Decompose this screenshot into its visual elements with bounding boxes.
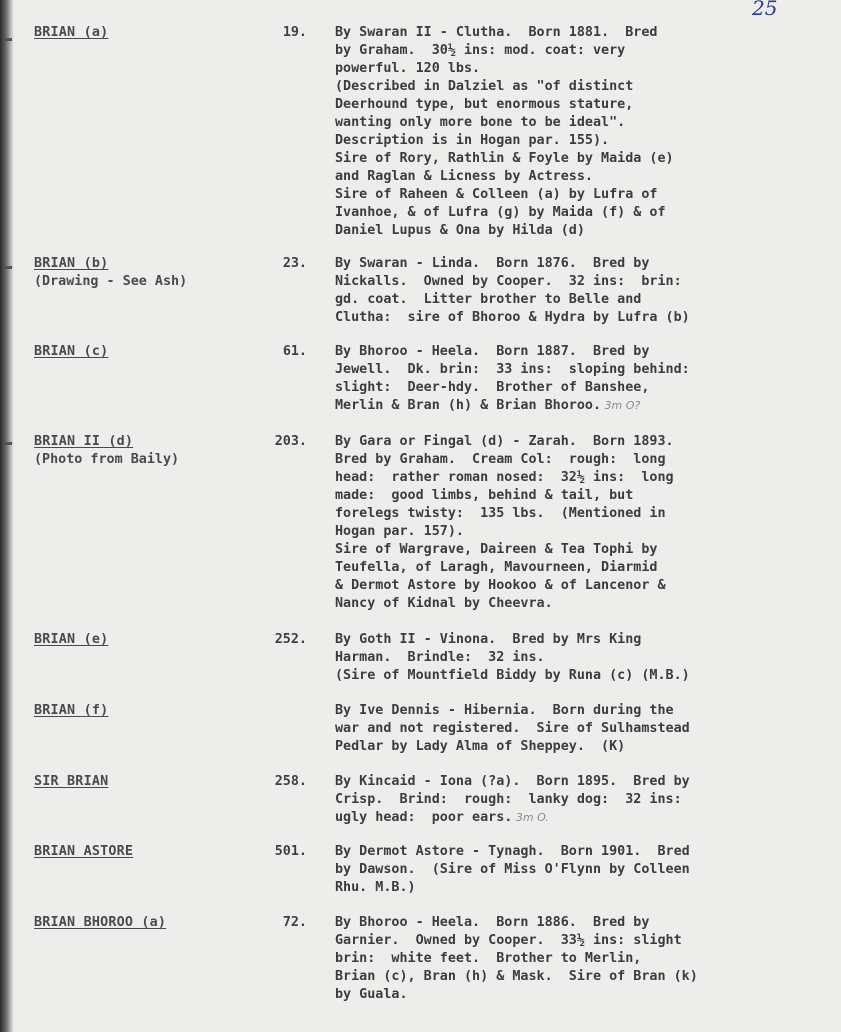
description-line: By Ive Dennis - Hibernia. Born during the (335, 703, 674, 718)
description-line: gd. coat. Litter brother to Belle and (335, 292, 642, 307)
registry-number: 19. (282, 25, 307, 40)
dog-name: BRIAN (f) (34, 703, 109, 718)
description-line: brin: white feet. Brother to Merlin, (335, 951, 642, 966)
registry-number: 23. (282, 256, 307, 271)
description-line: Ivanhoe, & of Lufra (g) by Maida (f) & of (335, 205, 666, 220)
entry-description (335, 773, 805, 827)
entry-name-column (34, 24, 264, 42)
binding-mark (4, 266, 12, 269)
dog-name: BRIAN (b) (34, 256, 109, 271)
description-line: Sire of Wargrave, Daireen & Tea Tophi by (335, 542, 658, 557)
dog-name: BRIAN (c) (34, 344, 109, 359)
registry-number: 61. (282, 344, 307, 359)
description-line: slight: Deer-hdy. Brother of Banshee, (335, 380, 650, 395)
description-line: Pedlar by Lady Alma of Sheppey. (K) (335, 739, 626, 754)
entry-description (335, 914, 805, 1004)
dog-name: BRIAN II (d) (34, 434, 134, 449)
entry-name-column (34, 914, 264, 932)
registry-number: 258. (274, 774, 307, 789)
description-line: Sire of Raheen & Colleen (a) by Lufra of (335, 187, 658, 202)
dog-name: BRIAN ASTORE (34, 844, 134, 859)
description-line: By Goth II - Vinona. Bred by Mrs King (335, 632, 642, 647)
description-line: head: rather roman nosed: 32½ ins: long (335, 470, 674, 485)
entry-name-column (34, 702, 264, 720)
description-line: Teufella, of Laragh, Mavourneen, Diarmid (335, 560, 658, 575)
description-line: (Described in Dalziel as "of distinct (335, 79, 634, 94)
description-line: wanting only more bone to be ideal". (335, 115, 626, 130)
entry-name-column (34, 773, 264, 791)
description-line: Nancy of Kidnal by Cheevra. (335, 596, 553, 611)
entry-description (335, 24, 805, 240)
entry-name-column (34, 255, 264, 291)
description-line: By Swaran II - Clutha. Born 1881. Bred (335, 25, 658, 40)
binding-mark (4, 442, 12, 445)
entry-name-column (34, 631, 264, 649)
description-line: & Dermot Astore by Hookoo & of Lancenor & (335, 578, 666, 593)
registry-number: 72. (282, 915, 307, 930)
pencil-annotation: 3m O. (512, 811, 549, 824)
entry-description (335, 702, 805, 756)
description-line: Harman. Brindle: 32 ins. (335, 650, 545, 665)
description-line: war and not registered. Sire of Sulhamstead (335, 721, 690, 736)
dog-name: SIR BRIAN (34, 774, 109, 789)
entry-name-column (34, 343, 264, 361)
entry-description (335, 255, 805, 327)
dog-name-note: (Drawing - See Ash) (34, 274, 188, 289)
description-line: ugly head: poor ears. 3m O. (335, 810, 549, 825)
description-line: Hogan par. 157). (335, 524, 464, 539)
entry-name-column (34, 433, 264, 469)
description-line: Sire of Rory, Rathlin & Foyle by Maida (e) (335, 151, 674, 166)
dog-name-note: (Photo from Baily) (34, 452, 180, 467)
description-line: Rhu. M.B.) (335, 880, 416, 895)
registry-number: 203. (274, 434, 307, 449)
description-line: By Bhoroo - Heela. Born 1887. Bred by (335, 344, 650, 359)
description-line: by Graham. 30½ ins: mod. coat: very (335, 43, 626, 58)
entry-description (335, 631, 805, 685)
description-line: Daniel Lupus & Ona by Hilda (d) (335, 223, 585, 238)
description-line: By Bhoroo - Heela. Born 1886. Bred by (335, 915, 650, 930)
description-line: Description is in Hogan par. 155). (335, 133, 610, 148)
description-line: forelegs twisty: 135 lbs. (Mentioned in (335, 506, 666, 521)
dog-name: BRIAN (e) (34, 632, 109, 647)
description-line: By Gara or Fingal (d) - Zarah. Born 1893. (335, 434, 674, 449)
description-line: by Dawson. (Sire of Miss O'Flynn by Colleen (335, 862, 690, 877)
entry-description (335, 843, 805, 897)
dog-name: BRIAN (a) (34, 25, 109, 40)
description-line: Jewell. Dk. brin: 33 ins: sloping behind: (335, 362, 690, 377)
description-line: by Guala. (335, 987, 408, 1002)
entry-description (335, 433, 805, 613)
description-line: made: good limbs, behind & tail, but (335, 488, 634, 503)
description-line: By Kincaid - Iona (?a). Born 1895. Bred by (335, 774, 690, 789)
description-line: Brian (c), Bran (h) & Mask. Sire of Bran (k) (335, 969, 698, 984)
entry-name-column (34, 843, 264, 861)
description-line: Deerhound type, but enormous stature, (335, 97, 634, 112)
entry-description (335, 343, 805, 415)
registry-number: 252. (274, 632, 307, 647)
page-binding-edge (0, 0, 14, 1032)
binding-mark (4, 38, 12, 41)
description-line: By Swaran - Linda. Born 1876. Bred by (335, 256, 650, 271)
description-line: Bred by Graham. Cream Col: rough: long (335, 452, 666, 467)
description-line: and Raglan & Licness by Actress. (335, 169, 593, 184)
page-number: 25 (752, 0, 778, 20)
pencil-annotation: 3m O? (601, 399, 641, 412)
description-line: powerful. 120 lbs. (335, 61, 481, 76)
dog-name: BRIAN BHOROO (a) (34, 915, 167, 930)
registry-number: 501. (274, 844, 307, 859)
description-line: Merlin & Bran (h) & Brian Bhoroo. 3m O? (335, 398, 641, 413)
description-line: (Sire of Mountfield Biddy by Runa (c) (M.B.) (335, 668, 690, 683)
description-line: By Dermot Astore - Tynagh. Born 1901. Bred (335, 844, 690, 859)
description-line: Clutha: sire of Bhoroo & Hydra by Lufra (b) (335, 310, 690, 325)
description-line: Garnier. Owned by Cooper. 33½ ins: slight (335, 933, 682, 948)
description-line: Crisp. Brind: rough: lanky dog: 32 ins: (335, 792, 682, 807)
description-line: Nickalls. Owned by Cooper. 32 ins: brin: (335, 274, 682, 289)
